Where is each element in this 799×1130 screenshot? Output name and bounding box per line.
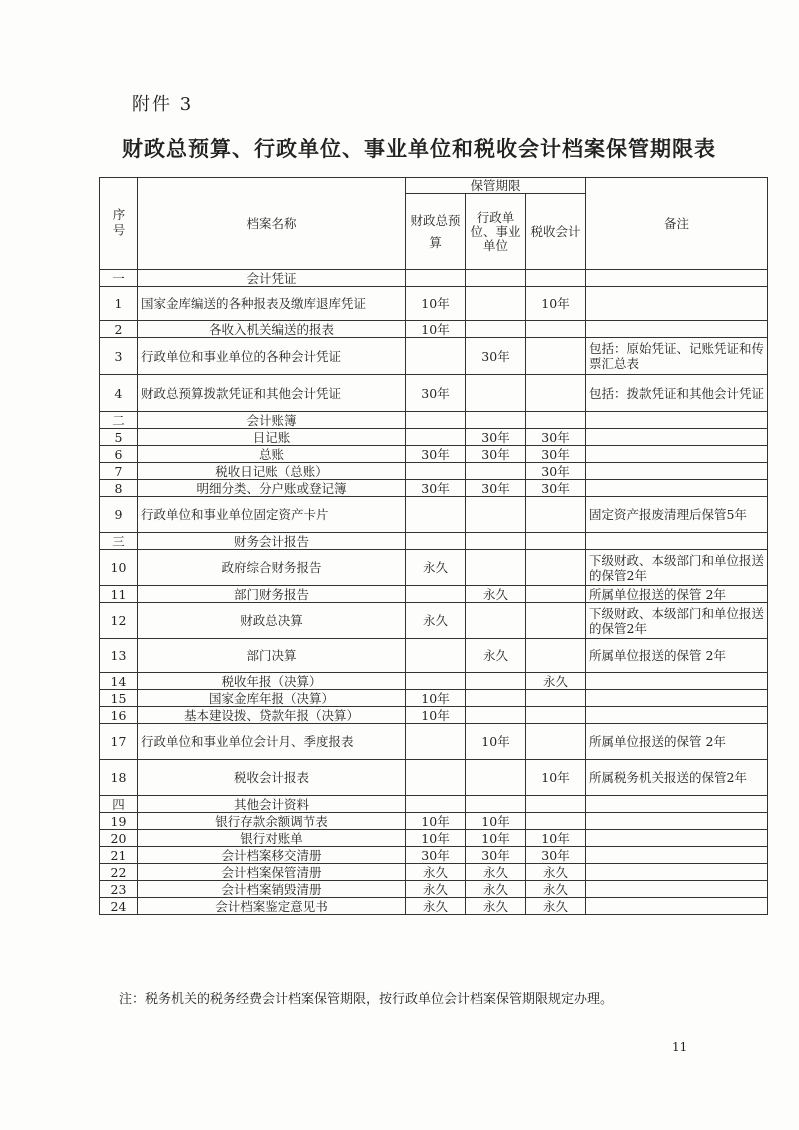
table-row xyxy=(100,480,768,497)
row-seq: 1 xyxy=(100,287,138,321)
header-fiscal: 财政总预算 xyxy=(406,194,466,270)
row-admin-period: 30年 xyxy=(466,847,526,864)
row-remark xyxy=(586,864,768,881)
row-tax-period xyxy=(526,724,586,760)
row-admin-period: 10年 xyxy=(466,724,526,760)
row-tax-period xyxy=(526,338,586,375)
empty-cell xyxy=(466,412,526,429)
header-seq: 序号 xyxy=(100,178,138,270)
attachment-label: 附件 3 xyxy=(132,94,194,115)
row-remark xyxy=(586,429,768,446)
empty-cell xyxy=(586,412,768,429)
section-title: 会计账簿 xyxy=(138,412,406,429)
row-seq: 7 xyxy=(100,463,138,480)
row-tax-period xyxy=(526,707,586,724)
row-fiscal-period xyxy=(406,724,466,760)
empty-cell xyxy=(586,270,768,287)
row-fiscal-period: 30年 xyxy=(406,375,466,412)
empty-cell xyxy=(586,533,768,550)
section-number: 三 xyxy=(100,533,138,550)
row-remark xyxy=(586,813,768,830)
row-remark: 所属单位报送的保管 2年 xyxy=(586,586,768,603)
row-fiscal-period: 永久 xyxy=(406,881,466,898)
footnote: 注：税务机关的税务经费会计档案保管期限，按行政单位会计档案保管期限规定办理。 xyxy=(119,992,614,1007)
row-tax-period xyxy=(526,690,586,707)
row-admin-period: 30年 xyxy=(466,480,526,497)
row-tax-period xyxy=(526,603,586,639)
table-row xyxy=(100,898,768,915)
row-name: 国家金库编送的各种报表及缴库退库凭证 xyxy=(138,287,406,321)
row-fiscal-period xyxy=(406,673,466,690)
row-name: 会计档案销毁清册 xyxy=(138,881,406,898)
table-row xyxy=(100,830,768,847)
row-fiscal-period xyxy=(406,429,466,446)
empty-cell xyxy=(586,796,768,813)
row-fiscal-period: 30年 xyxy=(406,847,466,864)
row-tax-period xyxy=(526,321,586,338)
header-tax: 税收会计 xyxy=(526,194,586,270)
row-seq: 10 xyxy=(100,550,138,586)
row-name: 部门财务报告 xyxy=(138,586,406,603)
table-row xyxy=(100,603,768,639)
row-remark: 所属单位报送的保管 2年 xyxy=(586,639,768,673)
row-remark xyxy=(586,690,768,707)
row-remark xyxy=(586,446,768,463)
table-row xyxy=(100,321,768,338)
row-name: 税收年报（决算） xyxy=(138,673,406,690)
row-tax-period xyxy=(526,639,586,673)
row-seq: 8 xyxy=(100,480,138,497)
section-row xyxy=(100,412,768,429)
row-name: 总账 xyxy=(138,446,406,463)
row-name: 基本建设拨、贷款年报（决算） xyxy=(138,707,406,724)
row-seq: 5 xyxy=(100,429,138,446)
row-admin-period xyxy=(466,463,526,480)
row-fiscal-period: 30年 xyxy=(406,480,466,497)
row-seq: 18 xyxy=(100,760,138,796)
table-row xyxy=(100,586,768,603)
row-admin-period: 30年 xyxy=(466,446,526,463)
row-name: 日记账 xyxy=(138,429,406,446)
row-name: 政府综合财务报告 xyxy=(138,550,406,586)
row-admin-period xyxy=(466,707,526,724)
row-admin-period xyxy=(466,550,526,586)
row-fiscal-period: 10年 xyxy=(406,321,466,338)
row-fiscal-period: 30年 xyxy=(406,446,466,463)
row-seq: 12 xyxy=(100,603,138,639)
row-admin-period: 10年 xyxy=(466,830,526,847)
row-remark xyxy=(586,673,768,690)
row-fiscal-period: 10年 xyxy=(406,690,466,707)
row-name: 行政单位和事业单位固定资产卡片 xyxy=(138,497,406,533)
row-seq: 23 xyxy=(100,881,138,898)
row-tax-period: 永久 xyxy=(526,881,586,898)
table-row xyxy=(100,881,768,898)
row-name: 税收会计报表 xyxy=(138,760,406,796)
row-fiscal-period: 10年 xyxy=(406,707,466,724)
row-name: 明细分类、分户账或登记簿 xyxy=(138,480,406,497)
empty-cell xyxy=(526,270,586,287)
row-fiscal-period xyxy=(406,760,466,796)
row-remark xyxy=(586,881,768,898)
row-name: 税收日记账（总账） xyxy=(138,463,406,480)
empty-cell xyxy=(466,270,526,287)
row-admin-period xyxy=(466,603,526,639)
table-row xyxy=(100,463,768,480)
row-tax-period xyxy=(526,550,586,586)
row-fiscal-period xyxy=(406,497,466,533)
table-row xyxy=(100,375,768,412)
table-row xyxy=(100,690,768,707)
table-row xyxy=(100,760,768,796)
row-fiscal-period xyxy=(406,586,466,603)
row-remark xyxy=(586,463,768,480)
row-fiscal-period: 永久 xyxy=(406,864,466,881)
row-name: 财政总预算拨款凭证和其他会计凭证 xyxy=(138,375,406,412)
row-remark: 所属税务机关报送的保管2年 xyxy=(586,760,768,796)
empty-cell xyxy=(466,796,526,813)
row-remark: 下级财政、本级部门和单位报送的保管2年 xyxy=(586,603,768,639)
row-admin-period xyxy=(466,497,526,533)
row-tax-period: 30年 xyxy=(526,847,586,864)
table-row xyxy=(100,864,768,881)
row-seq: 22 xyxy=(100,864,138,881)
row-name: 部门决算 xyxy=(138,639,406,673)
row-name: 会计档案移交清册 xyxy=(138,847,406,864)
row-fiscal-period: 永久 xyxy=(406,603,466,639)
table-body xyxy=(100,270,768,915)
table-row xyxy=(100,497,768,533)
row-admin-period xyxy=(466,375,526,412)
table-row xyxy=(100,724,768,760)
row-seq: 21 xyxy=(100,847,138,864)
row-admin-period: 10年 xyxy=(466,813,526,830)
row-name: 行政单位和事业单位会计月、季度报表 xyxy=(138,724,406,760)
row-seq: 20 xyxy=(100,830,138,847)
row-admin-period xyxy=(466,673,526,690)
table-row xyxy=(100,338,768,375)
row-remark xyxy=(586,287,768,321)
section-title: 财务会计报告 xyxy=(138,533,406,550)
row-name: 银行对账单 xyxy=(138,830,406,847)
table-row xyxy=(100,707,768,724)
row-fiscal-period xyxy=(406,463,466,480)
row-seq: 17 xyxy=(100,724,138,760)
row-tax-period: 10年 xyxy=(526,760,586,796)
row-tax-period: 30年 xyxy=(526,429,586,446)
row-seq: 19 xyxy=(100,813,138,830)
section-row xyxy=(100,533,768,550)
row-remark xyxy=(586,830,768,847)
row-remark xyxy=(586,707,768,724)
table-row xyxy=(100,673,768,690)
row-tax-period: 30年 xyxy=(526,463,586,480)
row-fiscal-period: 永久 xyxy=(406,550,466,586)
empty-cell xyxy=(526,533,586,550)
section-number: 一 xyxy=(100,270,138,287)
row-seq: 3 xyxy=(100,338,138,375)
section-row xyxy=(100,270,768,287)
row-tax-period: 10年 xyxy=(526,830,586,847)
row-admin-period xyxy=(466,690,526,707)
row-admin-period xyxy=(466,760,526,796)
row-remark xyxy=(586,898,768,915)
row-remark: 固定资产报废清理后保管5年 xyxy=(586,497,768,533)
row-admin-period: 永久 xyxy=(466,881,526,898)
section-row xyxy=(100,796,768,813)
row-tax-period xyxy=(526,586,586,603)
row-fiscal-period: 永久 xyxy=(406,898,466,915)
row-tax-period xyxy=(526,375,586,412)
row-remark xyxy=(586,321,768,338)
row-admin-period: 永久 xyxy=(466,639,526,673)
row-remark xyxy=(586,847,768,864)
table-row xyxy=(100,429,768,446)
page-number: 11 xyxy=(672,1040,688,1054)
row-seq: 24 xyxy=(100,898,138,915)
retention-table xyxy=(99,177,768,915)
row-admin-period: 永久 xyxy=(466,586,526,603)
row-remark xyxy=(586,480,768,497)
row-tax-period: 30年 xyxy=(526,480,586,497)
row-remark: 下级财政、本级部门和单位报送的保管2年 xyxy=(586,550,768,586)
row-tax-period: 永久 xyxy=(526,898,586,915)
row-admin-period xyxy=(466,287,526,321)
row-seq: 16 xyxy=(100,707,138,724)
table-row xyxy=(100,639,768,673)
page-title: 财政总预算、行政单位、事业单位和税收会计档案保管期限表 xyxy=(122,137,716,161)
table-row xyxy=(100,446,768,463)
section-number: 二 xyxy=(100,412,138,429)
row-name: 行政单位和事业单位的各种会计凭证 xyxy=(138,338,406,375)
table-row xyxy=(100,847,768,864)
empty-cell xyxy=(406,533,466,550)
row-name: 会计档案鉴定意见书 xyxy=(138,898,406,915)
table-row xyxy=(100,813,768,830)
row-seq: 6 xyxy=(100,446,138,463)
row-seq: 2 xyxy=(100,321,138,338)
row-seq: 14 xyxy=(100,673,138,690)
table-row xyxy=(100,287,768,321)
row-remark: 包括：拨款凭证和其他会计凭证 xyxy=(586,375,768,412)
row-admin-period xyxy=(466,321,526,338)
row-name: 银行存款余额调节表 xyxy=(138,813,406,830)
empty-cell xyxy=(406,412,466,429)
row-seq: 4 xyxy=(100,375,138,412)
row-name: 财政总决算 xyxy=(138,603,406,639)
row-admin-period: 30年 xyxy=(466,338,526,375)
row-admin-period: 永久 xyxy=(466,864,526,881)
row-seq: 13 xyxy=(100,639,138,673)
row-seq: 9 xyxy=(100,497,138,533)
row-tax-period: 永久 xyxy=(526,673,586,690)
row-tax-period xyxy=(526,497,586,533)
section-title: 其他会计资料 xyxy=(138,796,406,813)
empty-cell xyxy=(466,533,526,550)
row-fiscal-period: 10年 xyxy=(406,813,466,830)
row-tax-period: 30年 xyxy=(526,446,586,463)
row-fiscal-period xyxy=(406,639,466,673)
row-seq: 11 xyxy=(100,586,138,603)
section-number: 四 xyxy=(100,796,138,813)
row-name: 会计档案保管清册 xyxy=(138,864,406,881)
section-title: 会计凭证 xyxy=(138,270,406,287)
empty-cell xyxy=(406,796,466,813)
row-remark: 所属单位报送的保管 2年 xyxy=(586,724,768,760)
table-row xyxy=(100,550,768,586)
row-remark: 包括：原始凭证、记账凭证和传票汇总表 xyxy=(586,338,768,375)
row-tax-period: 10年 xyxy=(526,287,586,321)
row-name: 国家金库年报（决算） xyxy=(138,690,406,707)
row-admin-period: 30年 xyxy=(466,429,526,446)
row-fiscal-period xyxy=(406,338,466,375)
empty-cell xyxy=(526,412,586,429)
header-admin: 行政单位、事业单位 xyxy=(466,194,526,270)
row-fiscal-period: 10年 xyxy=(406,830,466,847)
row-name: 各收入机关编送的报表 xyxy=(138,321,406,338)
empty-cell xyxy=(526,796,586,813)
row-fiscal-period: 10年 xyxy=(406,287,466,321)
row-tax-period xyxy=(526,813,586,830)
header-period: 保管期限 xyxy=(406,178,586,194)
row-admin-period: 永久 xyxy=(466,898,526,915)
row-seq: 15 xyxy=(100,690,138,707)
header-name: 档案名称 xyxy=(138,178,406,270)
empty-cell xyxy=(406,270,466,287)
row-tax-period: 永久 xyxy=(526,864,586,881)
header-remark: 备注 xyxy=(586,178,768,270)
